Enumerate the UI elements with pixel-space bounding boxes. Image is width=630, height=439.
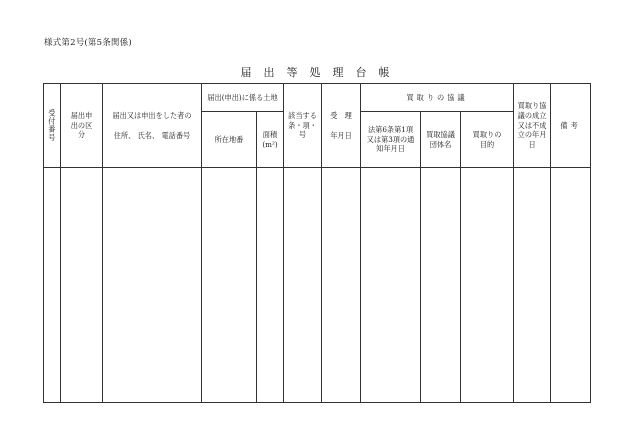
- header-remarks: 備考: [551, 84, 591, 168]
- table-row: [44, 168, 591, 403]
- cell-receipt-no: [44, 168, 61, 403]
- form-number: 様式第2号(第5条関係): [44, 38, 132, 48]
- header-received: 受 理 年月日: [322, 84, 361, 168]
- header-notifier: 届出又は申出をした者の 住所、 氏名、 電話番号: [103, 84, 202, 168]
- cell-purchase-notice-date: [361, 168, 421, 403]
- cell-purchase-body: [421, 168, 461, 403]
- header-purchase-notice-date: 法第6条第1項又は第3項の通知年月日: [361, 112, 421, 168]
- cell-notifier: [103, 168, 202, 403]
- cell-land-location: [202, 168, 257, 403]
- header-land-area: 面積(m²): [257, 112, 284, 168]
- register-table: [43, 83, 591, 403]
- header-purchase-body: 買取協議団体名: [421, 112, 461, 168]
- header-notification-type: 届出申出の区分: [61, 84, 103, 168]
- header-land-location: 所在地番: [202, 112, 257, 168]
- header-land: 届出(申出)に係る土地: [202, 84, 284, 112]
- header-purchase-consultation: 買取りの協議: [361, 84, 514, 112]
- header-agreement-date: 買取り協議の成立又は不成立の年月日: [514, 84, 551, 168]
- cell-notification-type: [61, 168, 103, 403]
- header-purchase-purpose: 買取りの目的: [461, 112, 514, 168]
- register-table-wrapper: [43, 83, 591, 403]
- page-title: 届出等処理台帳: [240, 66, 402, 79]
- cell-agreement-date: [514, 168, 551, 403]
- header-article: 該当する条・項・号: [284, 84, 322, 168]
- cell-land-area: [257, 168, 284, 403]
- cell-received-date: [322, 168, 361, 403]
- cell-remarks: [551, 168, 591, 403]
- cell-purchase-purpose: [461, 168, 514, 403]
- header-receipt-no: 受付番号: [44, 84, 61, 168]
- cell-article: [284, 168, 322, 403]
